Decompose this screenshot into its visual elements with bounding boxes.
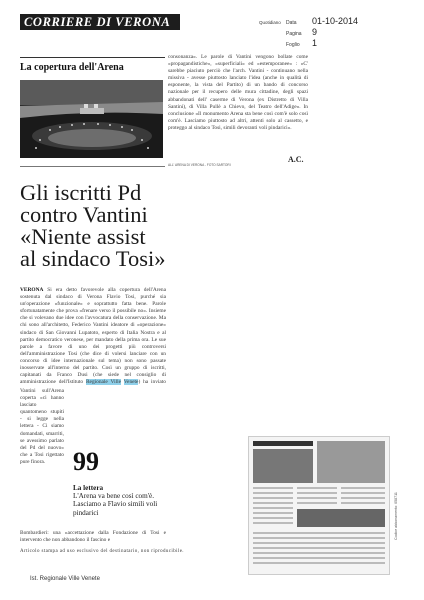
headline-line: Gli iscritti Pd [20, 180, 142, 205]
body-text: ) ha inviato [138, 379, 166, 385]
divider-rule [20, 166, 165, 167]
photo-credit: ALL' ARENA DI VERONA - FOTO SARTORI [168, 163, 231, 167]
page-value: 9 [312, 27, 318, 37]
copyright-note: Articolo stampa ad uso esclusivo del destinatario, non riproducibile. [20, 549, 184, 554]
quote-icon: 99 [73, 447, 99, 476]
body-text: Si era detto favorevole alla copertura dell'Arena sostenuta dal sindaco di Verona Flavio Tosi, purché sia un'operazione «funzionale» e soprattutto fatta bene. Parole sfortunatamente che prova «frenare verso il possibile no». Insieme che si volevano due idee con l'avvocatura della conservazione. Ma chi sono all'architetto, Federico Vantini ideatore di «operazione» sindaco di San Giovanni Lupatoto, esperto di Italia Nostra e al partito democratico veronese, per mandato della prima ora. Le sue parole a favore di uno dei progetti più controversi dell'amministrazione Tosi (che dice di volersi lanciare con un concorso di idee internazionale sul tema) non sono passate inosservate all'interno del partito. Così un gruppo di iscritti, capitanati da Franco Dusi (che siede nel consiglio di amministrazione dell'Istituto [20, 287, 166, 385]
page-label: Pagina [286, 31, 302, 37]
headline-line: «Niente assist [20, 224, 146, 249]
footer-source: Ist. Regionale Ville Venete [30, 576, 100, 582]
highlighted-text: Regionale Ville [85, 379, 122, 385]
page-thumbnail [248, 436, 390, 575]
highlighted-text: Venete [123, 379, 139, 385]
sheet-value: 1 [312, 38, 318, 48]
bottom-body-text: Bombardieri: una «accettazione dalla Fondazione di Tosi e intervento che non abbandono il fascino e [20, 530, 166, 544]
letter-pullquote [73, 484, 165, 517]
narrow-column-text: Vantini sull'Arena coperta «ci hanno lasciato quantomeno stupiti - si legge nella lettera - Ci siamo domandati, smarriti, se avessimo parlato del Pd del nuovo» che a Tosi rigettato pure finora. [20, 388, 64, 465]
masthead-logo: CORRIERE DI VERONA [20, 14, 180, 30]
arena-photo [20, 80, 163, 158]
article-body [20, 287, 166, 385]
article-headline [20, 182, 166, 270]
section-rule [20, 57, 165, 58]
author-signature: A.C. [288, 155, 304, 164]
headline-line: al sindaco Tosi» [20, 246, 166, 271]
date-label: Data [286, 20, 297, 26]
right-column-top-text: consonanza». Le parole di Vantini vengono bollate come «propagandistiche», «superficiali» ed «estemporanee» : «C' sarebbe piaciuto perciò che l'arch. Vantini - continuano nella missiva - avesse piuttosto lanciato l'idea (anche in qualità di esponente, la vista del Partito) di un bando di concorso nazionale per il recupero delle mura cittadine, degli spazi abbandonati dell' caserme di Verona (ex Distretto di Villa Santini), di Villa Pullè a Chievo, del Teatro dell'Adige». In conclusione «Il monumento Arena sta bene così com'è solo così com'è. Lasciamo piuttosto ad altri, attenti solo al cassetto, e proteggo al sindaco Tosi, simili devoranti voli pindarici». [168, 54, 308, 131]
source-type-label: Quotidiano [259, 20, 281, 25]
subscription-code: Codice abbonamento: 058711 [394, 492, 398, 540]
sheet-label: Foglio [286, 42, 300, 48]
letter-title: La lettera [73, 484, 104, 492]
headline-line: contro Vantini [20, 202, 148, 227]
letter-text: L'Arena va bene così com'è. Lasciamo a Flavio simili voli pindarici [73, 492, 158, 517]
section-kicker: La copertura dell'Arena [20, 62, 124, 73]
date-value: 01-10-2014 [312, 16, 359, 26]
dateline: VERONA [20, 287, 44, 293]
